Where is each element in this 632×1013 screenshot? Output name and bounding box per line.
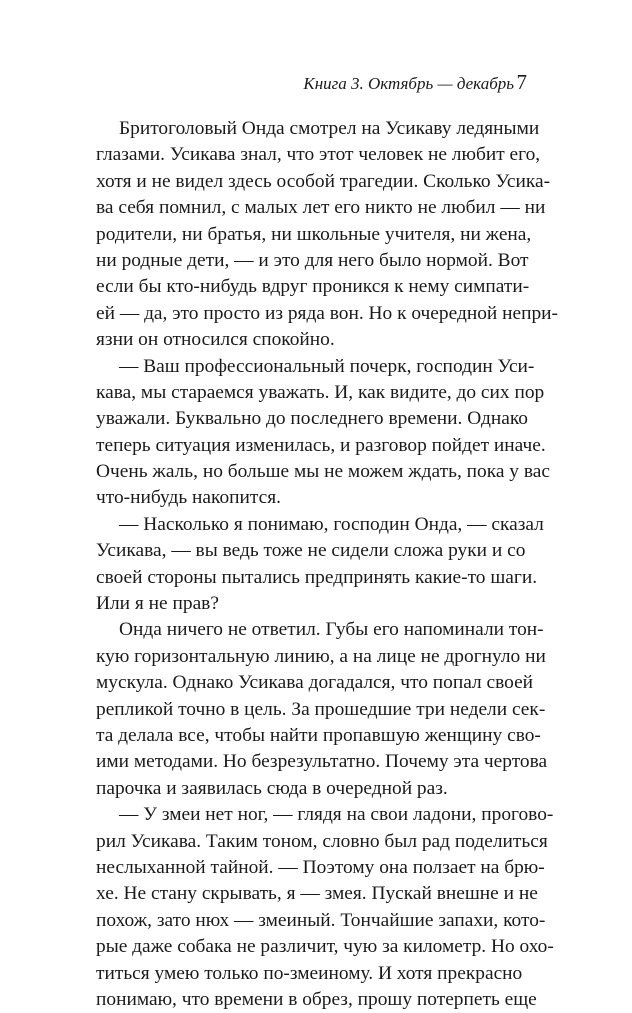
page-number: 7 bbox=[516, 70, 527, 94]
text-line: Усикава, — вы ведь тоже не сидели сложа руки и со bbox=[96, 540, 526, 562]
text-line: кава, мы стараемся уважать. И, как видите, до сих пор bbox=[96, 381, 545, 403]
text-line: своей стороны пытались предпринять какие-то шаги. bbox=[96, 566, 538, 588]
text-line: если бы кто-нибудь вдруг проникся к нему симпати- bbox=[96, 276, 530, 298]
text-line: уважали. Буквально до последнего времени. Однако bbox=[96, 408, 528, 430]
text-line: хе. Не стану скрывать, я — змея. Пускай внешне и не bbox=[96, 883, 538, 905]
text-line: — Насколько я понимаю, господин Онда, — сказал bbox=[119, 513, 544, 535]
text-line: глазами. Усикава знал, что этот человек не любит его, bbox=[96, 144, 541, 166]
text-line: ни родные дети, — и это для него было нормой. Вот bbox=[96, 249, 529, 271]
text-line: Или я не прав? bbox=[96, 593, 219, 615]
text-line: ей — да, это просто из ряда вон. Но к очередной непри- bbox=[96, 302, 559, 324]
text-line: хотя и не видел здесь особой трагедии. Сколько Усика- bbox=[96, 170, 551, 192]
text-line: — Ваш профессиональный почерк, господин Уси- bbox=[119, 355, 535, 377]
text-line: кую горизонтальную линию, а на лице не дрогнуло ни bbox=[96, 645, 546, 667]
text-line: понимаю, что времени в обрез, прошу потерпеть еще bbox=[96, 988, 537, 1010]
text-line: мускула. Однако Усикава догадался, что попал своей bbox=[96, 672, 534, 694]
text-line: парочка и заявилась сюда в очередной раз. bbox=[96, 777, 448, 799]
text-line: — У змеи нет ног, — глядя на свои ладони, прогово- bbox=[119, 804, 554, 826]
text-line: Онда ничего не ответил. Губы его напоминали тон- bbox=[119, 619, 544, 641]
running-title: Книга 3. Октябрь — декабрь bbox=[303, 74, 514, 93]
running-head bbox=[303, 74, 514, 94]
text-line: репликой точно в цель. За прошедшие три недели сек- bbox=[96, 698, 546, 720]
text-line: Очень жаль, но больше мы не можем ждать, пока у вас bbox=[96, 461, 550, 483]
text-line: похож, зато нюх — змеиный. Тончайшие запахи, кото- bbox=[96, 909, 546, 931]
text-line: рые даже собака не различит, чую за километр. Но охо- bbox=[96, 936, 554, 958]
text-line: родители, ни братья, ни школьные учителя, ни жена, bbox=[96, 223, 532, 245]
text-line: теперь ситуация изменилась, и разговор пойдет иначе. bbox=[96, 434, 546, 456]
text-line: неслыханной тайной. — Поэтому она ползает на брю- bbox=[96, 856, 545, 878]
text-line: ва себя помнил, с малых лет его никто не любил — ни bbox=[96, 197, 546, 219]
text-line: та делала все, чтобы найти пропавшую женщину сво- bbox=[96, 724, 541, 746]
text-line: ими методами. Но безрезультатно. Почему эта чертова bbox=[96, 751, 548, 773]
text-line: язни он относился спокойно. bbox=[96, 329, 335, 351]
text-line: что-нибудь накопится. bbox=[96, 487, 281, 509]
text-line: Бритоголовый Онда смотрел на Усикаву ледяными bbox=[119, 118, 540, 139]
text-line: рил Усикава. Таким тоном, словно был рад поделиться bbox=[96, 830, 548, 852]
text-line: титься умею только по-змеиному. И хотя прекрасно bbox=[96, 962, 523, 984]
body-text bbox=[96, 116, 559, 1013]
